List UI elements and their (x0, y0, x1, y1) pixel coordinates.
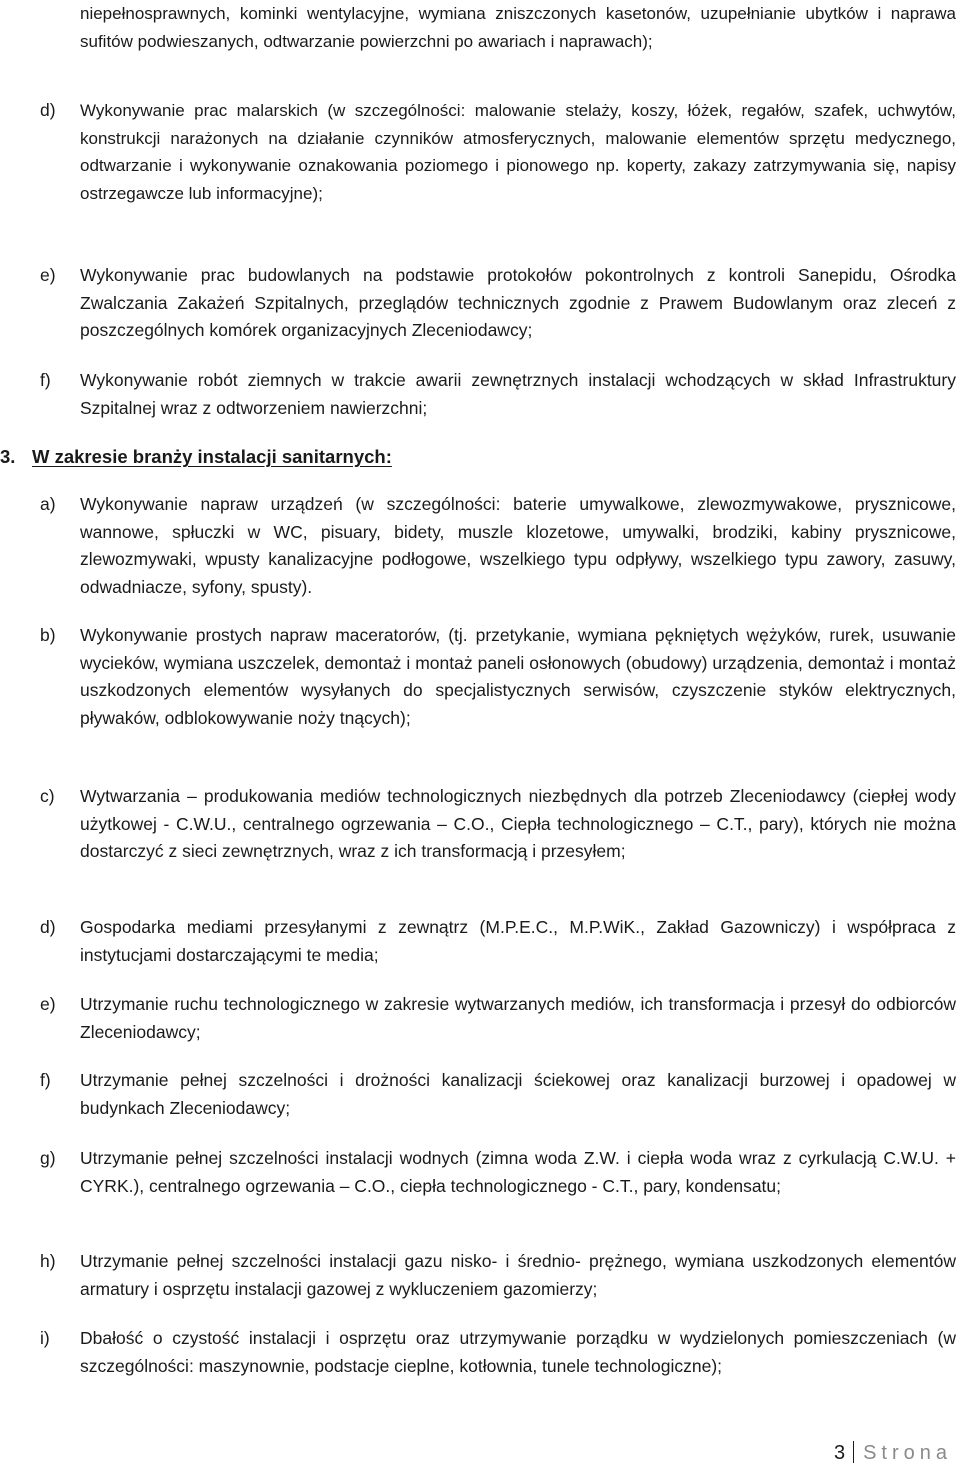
list-item-letter: f) (40, 1070, 51, 1090)
list-item-h-block (0, 1248, 960, 1303)
list-item-f2-block (0, 1067, 960, 1122)
list-item-text: Utrzymanie pełnej szczelności instalacji gazu nisko- i średnio- prężnego, wymiana uszkodzonych elementów armatury i osprzętu instalacji gazowej z wykluczeniem gazomierzy; (80, 1251, 956, 1299)
list-item-c-block (0, 783, 960, 866)
list-item (0, 262, 960, 345)
list-item-b-block (0, 622, 960, 732)
list-item (0, 367, 960, 422)
list-item-letter: f) (40, 370, 51, 390)
list-item (0, 1145, 960, 1200)
list-item-letter: e) (40, 265, 56, 285)
list-item (0, 991, 960, 1046)
list-item-e2-block (0, 991, 960, 1046)
list-item-text: Utrzymanie ruchu technologicznego w zakresie wytwarzanych mediów, ich transformacja i przesył do odbiorców Zleceniodawcy; (80, 994, 956, 1042)
list-item-text: niepełnosprawnych, kominki wentylacyjne, wymiana zniszczonych kasetonów, uzupełnianie ubytków i naprawa sufitów podwieszanych, odtwarzanie powierzchni po awariach i naprawach); (80, 4, 956, 51)
page-number: 3 (833, 1442, 846, 1464)
list-item-continuation (0, 0, 960, 55)
list-item (0, 1067, 960, 1122)
list-item (0, 622, 960, 732)
list-item-letter: g) (40, 1148, 56, 1168)
list-item-i-block (0, 1325, 960, 1380)
list-item-letter: d) (40, 100, 56, 120)
list-item-letter: b) (40, 625, 56, 645)
section-heading (0, 443, 392, 471)
list-item (0, 491, 960, 601)
footer-separator (853, 1441, 854, 1463)
list-item-text: Wykonywanie prac malarskich (w szczególności: malowanie stelaży, koszy, łóżek, regałów, szafek, uchwytów, konstrukcji narażonych na działanie czynników atmosferycznych, malowanie elementów sprzętu medycznego, odtwarzanie i wykonywanie oznakowania poziomego i pionowego np. koperty, zakazy zatrzymywania się, napisy ostrzegawcze lub informacyjne); (80, 101, 956, 203)
list-item-letter: a) (40, 494, 56, 514)
list-item-e-block (0, 262, 960, 345)
list-item-text: Wykonywanie prostych napraw maceratorów, (tj. przetykanie, wymiana pękniętych wężyków, rurek, usuwanie wycieków, wymiana uszczelek, demontaż i montaż paneli osłonowych (obudowy) urządzenia, demontaż i montaż uszkodzonych elementów wysyłanych do specjalistycznych serwisów, czyszczenie styków elektrycznych, pływaków, odblokowywanie noży tnących); (80, 625, 956, 728)
list-item-f-block (0, 367, 960, 422)
list-item-text: Wykonywanie prac budowlanych na podstawie protokołów pokontrolnych z kontroli Sanepidu, Ośrodka Zwalczania Zakażeń Szpitalnych, przeglądów technicznych zgodnie z Prawem Budowlanym oraz zleceń z poszczególnych komórek organizacyjnych Zleceniodawcy; (80, 265, 956, 341)
list-item (0, 1248, 960, 1303)
list-item-a-block (0, 491, 960, 601)
list-item (0, 97, 960, 207)
list-item-letter: i) (40, 1328, 50, 1348)
section-number: 3. (0, 446, 16, 467)
section-title: W zakresie branży instalacji sanitarnych: (32, 446, 392, 467)
list-item-letter: d) (40, 917, 56, 937)
list-item-text: Gospodarka mediami przesyłanymi z zewnątrz (M.P.E.C., M.P.WiK., Zakład Gazowniczy) i współpraca z instytucjami dostarczającymi te media; (80, 917, 956, 965)
list-item (0, 914, 960, 969)
list-item-letter: e) (40, 994, 56, 1014)
list-item-text: Utrzymanie pełnej szczelności i drożności kanalizacji ściekowej oraz kanalizacji burzowej i opadowej w budynkach Zleceniodawcy; (80, 1070, 956, 1118)
list-item-letter: c) (40, 786, 55, 806)
list-item-text: Dbałość o czystość instalacji i osprzętu oraz utrzymywanie porządku w wydzielonych pomieszczeniach (w szczególności: maszynownie, podstacje cieplne, kotłownia, tunele technologiczne); (80, 1328, 956, 1376)
list-item-text: Wykonywanie robót ziemnych w trakcie awarii zewnętrznych instalacji wchodzących w skład Infrastruktury Szpitalnej wraz z odtworzeniem nawierzchni; (80, 370, 956, 418)
list-item-text: Utrzymanie pełnej szczelności instalacji wodnych (zimna woda Z.W. i ciepła woda wraz z cyrkulacją C.W.U. + CYRK.), centralnego ogrzewania – C.O., ciepła technologicznego - C.T., pary, kondensatu; (80, 1148, 956, 1196)
page-footer (834, 1440, 952, 1466)
page-label: Strona (863, 1442, 952, 1464)
list-item-letter: h) (40, 1251, 56, 1271)
list-item-text: Wytwarzania – produkowania mediów technologicznych niezbędnych dla potrzeb Zleceniodawcy (ciepłej wody użytkowej - C.W.U., centralnego ogrzewania – C.O., Ciepła technologicznego – C.T., pary), których nie można dostarczyć z sieci zewnętrznych, wraz z ich transformacją i przesyłem; (80, 786, 956, 862)
list-item-text: Wykonywanie napraw urządzeń (w szczególności: baterie umywalkowe, zlewozmywakowe, prysznicowe, wannowe, spłuczki w WC, pisuary, bidety, muszle klozetowe, umywalki, brodziki, kabiny prysznicowe, zlewozmywaki, wpusty kanalizacyjne podłogowe, wszelkiego typu odpływy, wszelkiego typu zawory, zasuwy, odwadniacze, syfony, spusty). (80, 494, 956, 597)
list-item-d-block (0, 97, 960, 207)
list-item (0, 783, 960, 866)
continuation-block (0, 0, 960, 55)
list-item-g-block (0, 1145, 960, 1200)
list-item (0, 1325, 960, 1380)
list-item-d2-block (0, 914, 960, 969)
